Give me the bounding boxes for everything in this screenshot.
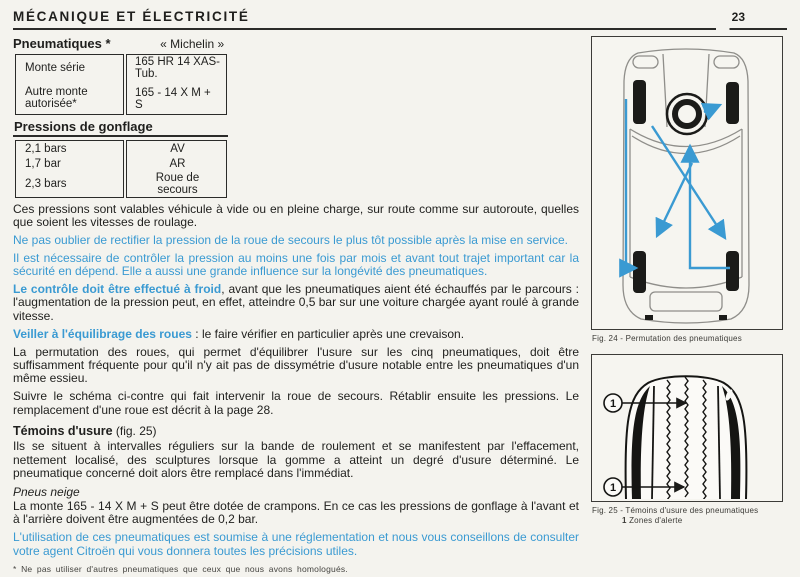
- pressure-value: 1,7 bar: [25, 157, 61, 170]
- fig24-frame: [591, 36, 783, 330]
- rear-light: [645, 315, 653, 320]
- paragraph: [13, 390, 579, 417]
- legend-number: 1: [622, 516, 627, 525]
- wheel-rotation-diagram: [592, 37, 780, 327]
- tyre-brand: « Michelin »: [160, 37, 225, 51]
- paragraph-lead-blue: Veiller à l'équilibrage des roues: [13, 326, 192, 341]
- paragraph-text: Suivre le schéma ci-contre qui fait intervenir la roue de secours. Rétablir ensuite les pressions. Le remplacement d'une roue est décrit à la page 28.: [13, 389, 579, 417]
- pressure-position: AR: [125, 156, 227, 171]
- pressure-position: AV: [125, 141, 227, 157]
- wear-title: Témoins d'usure: [13, 424, 113, 439]
- paragraph-lead-blue: Le contrôle doit être effectué à froid: [13, 282, 222, 297]
- paragraph-text-blue: Ne pas oublier de rectifier la pression de la roue de secours le plus tôt possible après la mise en service.: [13, 232, 568, 247]
- fig25-caption-line1: Fig. 25 - Témoins d'usure des pneumatiques: [592, 506, 759, 515]
- paragraph: [13, 252, 579, 279]
- fig25-legend: [622, 516, 783, 526]
- page-number: 23: [731, 10, 745, 24]
- pressure-value: 2,1 bars: [25, 142, 67, 155]
- paragraph-text-blue: L'utilisation de ces pneumatiques est soumise à une réglementation et nous vous conseillons de consulter votre agent Citroën qui vous donnera toutes les précisions utiles.: [13, 530, 579, 558]
- tyre-section-title: Pneumatiques *: [13, 36, 111, 51]
- paragraph-text: Ces pressions sont valables véhicule à vide ou en pleine charge, sur route comme sur autoroute, quelles que soient les vitesses de roulage.: [13, 201, 579, 229]
- header-rule: [13, 28, 787, 30]
- page-title: MÉCANIQUE ET ÉLECTRICITÉ: [13, 9, 250, 24]
- front-left-tyre: [633, 80, 646, 124]
- paragraph: [13, 500, 579, 527]
- paragraph-text-blue: Il est nécessaire de contrôler la pression au moins une fois par mois et avant tout trajet important car la sécurité en dépend. Elle a aussi une grande influence sur la longévité des pneumatiques.: [13, 250, 579, 279]
- wear-title-suffix: (fig. 25): [112, 424, 157, 439]
- fig24-caption: Fig. 24 - Permutation des pneumatiques: [592, 334, 742, 343]
- fitment-value: 165 - 14 X M + S: [125, 81, 227, 115]
- tyre-wear-diagram: [592, 355, 780, 499]
- pressure-title: Pressions de gonflage: [13, 119, 228, 137]
- table-row: [16, 171, 227, 198]
- fitment-value: 165 HR 14 XAS-Tub.: [125, 55, 227, 82]
- page-header: [13, 9, 787, 24]
- paragraph: [13, 283, 579, 323]
- rear-light: [719, 315, 727, 320]
- paragraph-text: , avant que les pneumatiques aient été échauffés par le parcours : l'augmentation de la pression peut, en effet, atteindre 0,5 bar sur une voiture chargée ayant roulé à grande vitesse.: [13, 282, 579, 323]
- legend-label: Zones d'alerte: [629, 516, 683, 525]
- pressure-value: 2,3 bars: [25, 178, 67, 190]
- paragraph: [13, 531, 579, 558]
- paragraph: [13, 234, 579, 247]
- fitment-label: Autre monte autorisée*: [25, 85, 88, 110]
- paragraph-text: La permutation des roues, qui permet d'équilibrer l'usure sur les cinq pneumatiques, doit être suffisamment fréquente pour qu'il n'y ait pas de dissymétrie d'usure notable entre les pneumatiques d'un même essieu.: [13, 344, 579, 386]
- paragraph: [13, 203, 579, 230]
- paragraph-text: La monte 165 - 14 X M + S peut être dotée de crampons. En ce cas les pressions de gonflage à l'avant et à l'arrière doivent être augmentées de 0,2 bar.: [13, 498, 579, 527]
- fitment-table: [15, 54, 227, 115]
- pressure-table: [15, 140, 227, 198]
- tyres: [633, 80, 739, 320]
- rear-right-tyre: [726, 251, 739, 291]
- rear-left-tyre: [633, 251, 646, 293]
- text-column: [13, 36, 579, 574]
- footnote: * Ne pas utiliser d'autres pneumatiques que ceux que nous avons homologués.: [13, 564, 348, 575]
- table-row: [16, 156, 227, 171]
- paragraph-text: : le faire vérifier en particulier après une crevaison.: [191, 326, 465, 341]
- marker-label: 1: [609, 482, 617, 494]
- snow-tyres-title: Pneus neige: [13, 484, 80, 499]
- paragraph-text: Ils se situent à intervalles réguliers sur la bande de roulement et se manifestent par l'effacement, nettement localisé, des sculptures lorsque la gomme a atteint un degré d'usure déterminé. Le pneumatique concerné doit alors être remplacé dans l'immédiat.: [13, 439, 579, 480]
- table-row: [16, 81, 227, 115]
- wear-section-heading: [13, 424, 579, 438]
- fig25-caption: [592, 506, 783, 526]
- page-content: [13, 36, 787, 574]
- paragraph: [13, 346, 579, 386]
- figure-column: [591, 36, 783, 574]
- tyre-tread: [626, 376, 747, 499]
- fig25-frame: [591, 354, 783, 502]
- front-right-tyre: [726, 82, 739, 124]
- paragraph: [13, 328, 579, 341]
- pressure-position: Roue de secours: [125, 171, 227, 198]
- tyre-section-heading: [13, 36, 579, 51]
- fitment-label: Monte série: [25, 62, 86, 74]
- marker-label: 1: [609, 398, 617, 410]
- table-row: [16, 55, 227, 82]
- spare-wheel: [667, 94, 707, 134]
- paragraph: [13, 440, 579, 480]
- table-row: [16, 141, 227, 157]
